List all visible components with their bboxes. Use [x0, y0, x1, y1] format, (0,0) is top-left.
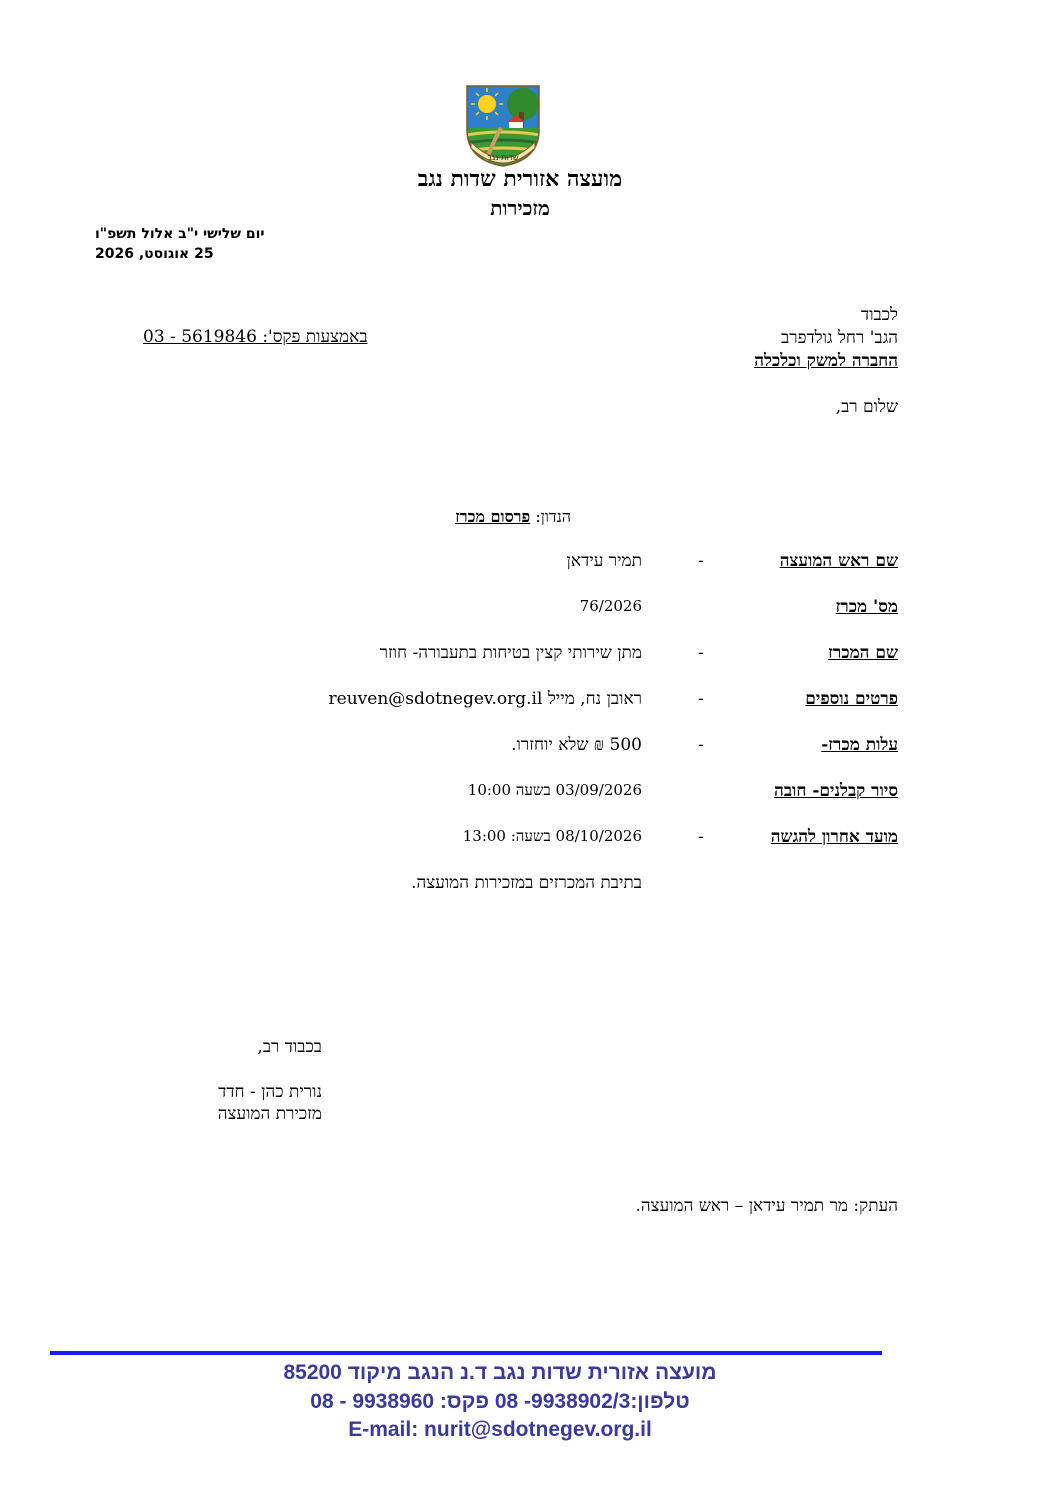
- recipient-salutation: לכבוד: [861, 305, 898, 325]
- field-dash: -: [698, 735, 704, 755]
- field-label: מועד אחרון להגשה: [770, 827, 898, 847]
- signer-name: נורית כהן - חדד: [218, 1082, 322, 1102]
- recipient-company: החברה למשק וכלכלה: [754, 351, 898, 371]
- field-row-submission-deadline: [0, 827, 1058, 857]
- org-subtitle: מזכירות: [490, 196, 550, 220]
- subject-value: פרסום מכרז: [455, 507, 531, 526]
- subject-line: [455, 507, 571, 527]
- fax-line: באמצעות פקס': 5619846 - 03: [143, 327, 368, 347]
- field-label: עלות מכרז-: [821, 735, 898, 755]
- field-row-tender-number: [0, 597, 1058, 627]
- field-label: סיור קבלנים- חובה: [774, 781, 898, 801]
- closing: בכבוד רב,: [257, 1037, 322, 1057]
- emblem-caption: שדות נגב: [487, 153, 519, 162]
- council-emblem-logo: [461, 82, 545, 168]
- field-dash: -: [698, 689, 704, 709]
- field-row-tender-name: [0, 643, 1058, 673]
- field-value: מתן שירותי קצין בטיחות בתעבורה- חוזר: [379, 643, 642, 663]
- greeting: שלום רב,: [835, 397, 898, 417]
- field-dash: -: [698, 827, 704, 847]
- recipient-name: הגב' רחל גולדפרב: [781, 328, 898, 348]
- field-row-additional-details: [0, 689, 1058, 719]
- field-value: תמיר עידאן: [566, 551, 642, 571]
- copy-line: העתק: מר תמיר עידאן – ראש המועצה.: [635, 1196, 898, 1216]
- sun-icon: [478, 95, 496, 113]
- field-value: 76/2026: [579, 597, 642, 615]
- field-dash: -: [698, 643, 704, 663]
- field-value: 03/09/2026 בשעה 10:00: [467, 781, 642, 799]
- hebrew-date: יום שלישי י"ב אלול תשפ"ו: [95, 226, 265, 242]
- field-value: 08/10/2026 בשעה: 13:00: [462, 827, 642, 845]
- footer-phone-fax: טלפון:9938902/3- 08 פקס: 9938960 - 08: [310, 1390, 690, 1413]
- field-label: שם ראש המועצה: [779, 551, 898, 571]
- field-dash: -: [698, 551, 704, 571]
- field-value: 500 ₪ שלא יוחזרו.: [511, 735, 642, 755]
- field-row-council-head: [0, 551, 1058, 581]
- submission-note: בתיבת המכרזים במזכירות המועצה.: [411, 873, 642, 893]
- subject-label: הנדון:: [535, 507, 571, 526]
- footer-email: E-mail: nurit@sdotnegev.org.il: [348, 1418, 652, 1441]
- signer-title: מזכירת המועצה: [217, 1104, 322, 1124]
- field-label: פרטים נוספים: [805, 689, 898, 709]
- footer-address: מועצה אזורית שדות נגב ד.נ הנגב מיקוד 85200: [283, 1361, 717, 1384]
- field-label: שם המכרז: [828, 643, 898, 663]
- field-row-tender-cost: [0, 735, 1058, 765]
- field-label: מס' מכרז: [835, 597, 898, 617]
- footer-divider: [50, 1351, 882, 1355]
- gregorian-date: 25 אוגוסט, 2026: [95, 246, 214, 262]
- field-value: ראובן נח, מייל reuven@sdotnegev.org.il: [328, 689, 642, 709]
- org-title: מועצה אזורית שדות נגב: [417, 166, 623, 192]
- field-row-contractors-tour: [0, 781, 1058, 811]
